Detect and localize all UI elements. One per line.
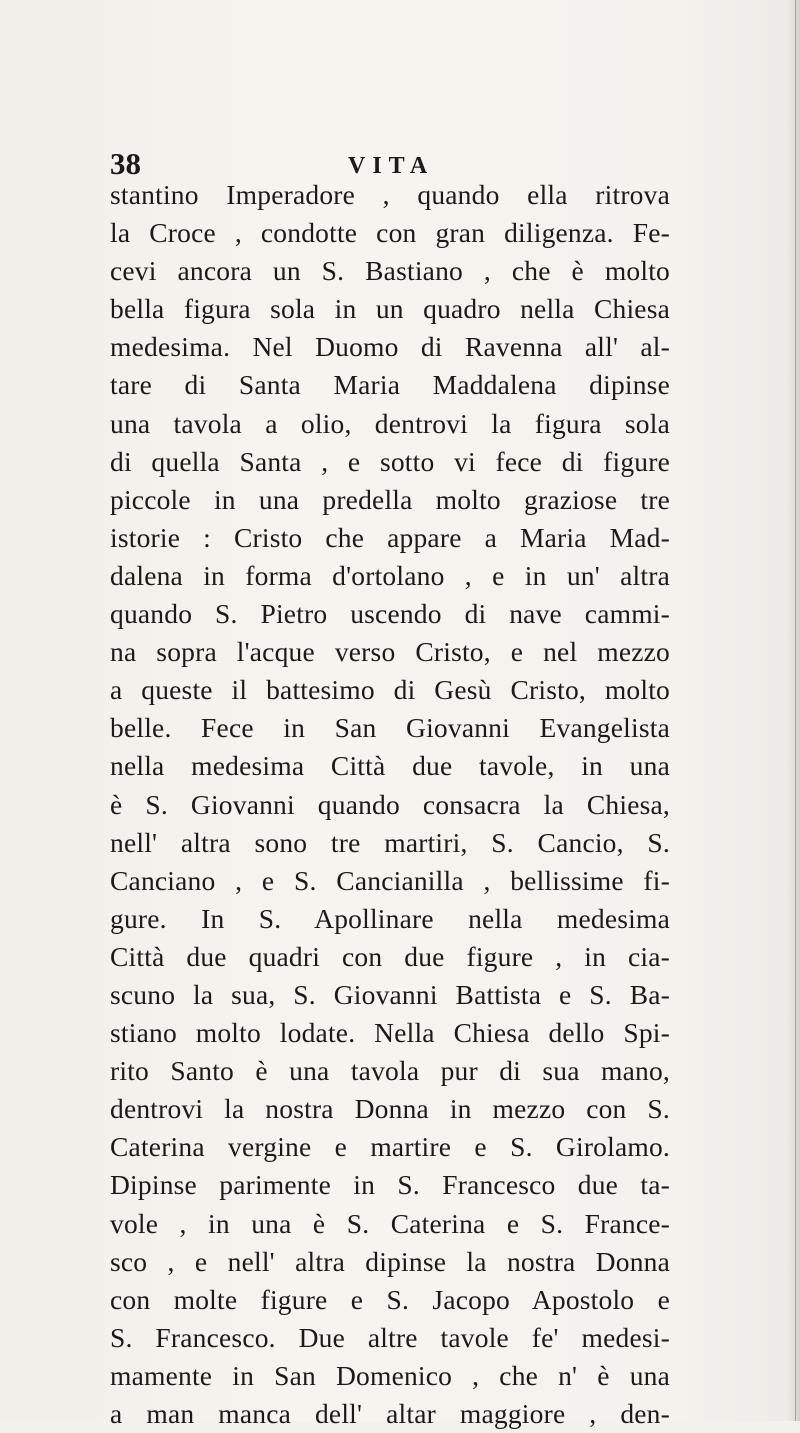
text-line: stiano molto lodate. Nella Chiesa dello Spi- <box>110 1017 670 1049</box>
text-line: dentrovi la nostra Donna in mezzo con S. <box>110 1093 670 1125</box>
text-line: tare di Santa Maria Maddalena dipinse <box>110 369 670 401</box>
text-line: medesima. Nel Duomo di Ravenna all' al- <box>110 331 670 363</box>
text-line: stantino Imperadore , quando ella ritrova <box>110 179 670 210</box>
text-line: istorie : Cristo che appare a Maria Mad- <box>110 521 670 553</box>
text-line: è S. Giovanni quando consacra la Chiesa, <box>110 788 670 820</box>
page-edge-shadow <box>786 0 800 1421</box>
text-line: Canciano , e S. Cancianilla , bellissime fi- <box>110 864 670 896</box>
text-line: dalena in forma d'ortolano , e in un' altra <box>110 559 670 591</box>
text-line: Dipinse parimente in S. Francesco due ta- <box>110 1169 670 1201</box>
text-line: belle. Fece in San Giovanni Evangelista <box>110 712 670 744</box>
text-line: a queste il battesimo di Gesù Cristo, molto <box>110 674 670 706</box>
text-line: cevi ancora un S. Bastiano , che è molto <box>110 255 670 287</box>
text-line: vole , in una è S. Caterina e S. France- <box>110 1207 670 1239</box>
text-line: con molte figure e S. Jacopo Apostolo e <box>110 1283 670 1315</box>
text-line: la Croce , condotte con gran diligenza. Fe- <box>110 217 670 249</box>
text-line: scuno la sua, S. Giovanni Battista e S. Ba- <box>110 978 670 1010</box>
text-line: Caterina vergine e martire e S. Girolamo. <box>110 1131 670 1163</box>
running-title: VITA <box>348 153 435 179</box>
text-line: na sopra l'acque verso Cristo, e nel mezzo <box>110 636 670 668</box>
text-line: rito Santo è una tavola pur di sua mano, <box>110 1055 670 1087</box>
text-line: di quella Santa , e sotto vi fece di figure <box>110 445 670 477</box>
text-line: Città due quadri con due figure , in cia- <box>110 940 670 972</box>
body-text <box>110 176 670 1433</box>
text-line: una tavola a olio, dentrovi la figura sola <box>110 407 670 439</box>
text-line: piccole in una predella molto graziose tre <box>110 483 670 515</box>
text-line: gure. In S. Apollinare nella medesima <box>110 902 670 934</box>
text-line: nella medesima Città due tavole, in una <box>110 750 670 782</box>
text-line: bella figura sola in un quadro nella Chiesa <box>110 293 670 325</box>
text-line: a man manca dell' altar maggiore , den- <box>110 1398 670 1429</box>
text-line: sco , e nell' altra dipinse la nostra Donna <box>110 1245 670 1277</box>
text-line: quando S. Pietro uscendo di nave cammi- <box>110 598 670 630</box>
text-line: mamente in San Domenico , che n' è una <box>110 1359 670 1391</box>
text-line: S. Francesco. Due altre tavole fe' medesi- <box>110 1321 670 1353</box>
page-number: 38 <box>110 146 141 181</box>
text-line: nell' altra sono tre martiri, S. Cancio, S. <box>110 826 670 858</box>
page-edge-line <box>795 0 796 1421</box>
